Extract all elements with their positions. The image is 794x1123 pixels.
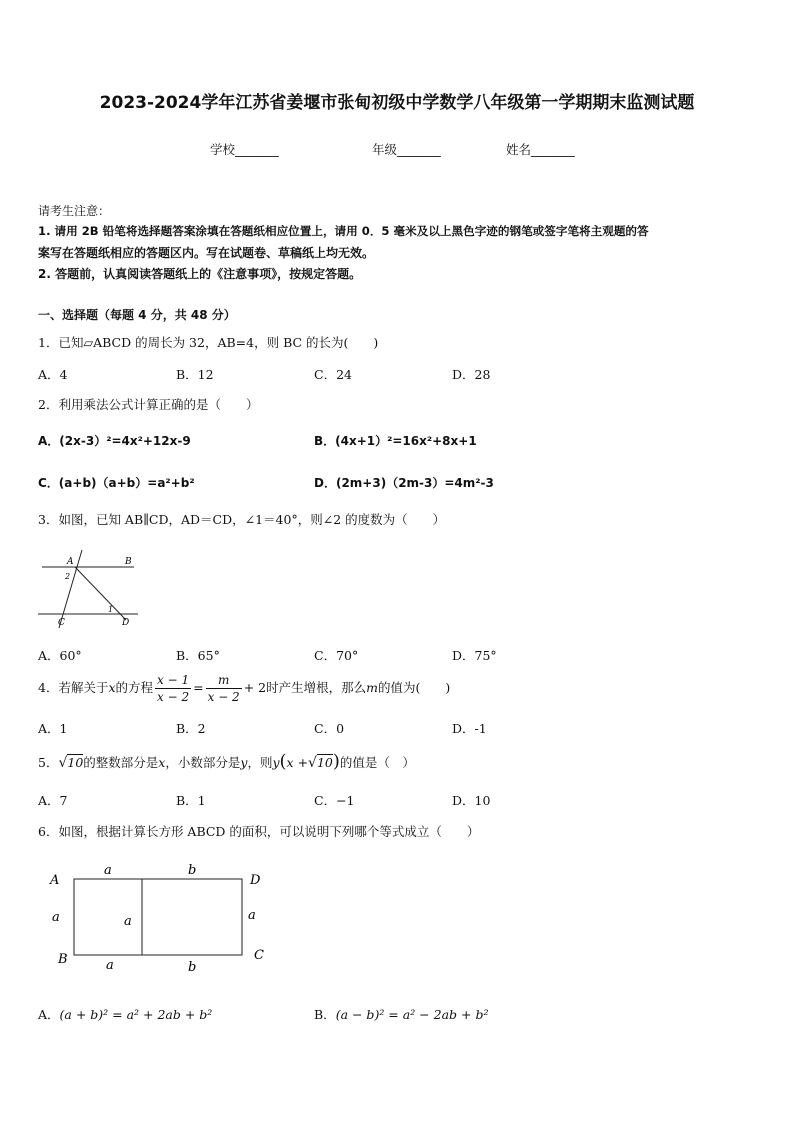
question-5-option-b: B．1 <box>176 793 206 808</box>
right-paren: ) <box>332 751 340 772</box>
question-3-option-d: D．75° <box>452 648 497 663</box>
notice-item-1-line-1: 1. 请用 2B 铅笔将选择题答案涂填在答题纸相应位置上，请用 0．5 毫米及以上黑色字迹的钢笔或签字笔将主观题的答 <box>38 224 649 238</box>
question-4-option-b: B．2 <box>176 721 206 736</box>
var-x: x <box>108 680 116 695</box>
var-y: y <box>240 755 248 770</box>
question-4-option-d: D．-1 <box>452 721 487 736</box>
fraction-1 <box>155 672 191 705</box>
question-1-stem: 1．已知▱ABCD 的周长为 32，AB=4，则 BC 的长为( ) <box>38 335 379 350</box>
question-3-figure <box>34 550 144 632</box>
fraction-2-numerator: m <box>206 672 242 689</box>
question-4-suffix: 的值为( ) <box>377 680 451 695</box>
question-4-prefix: 4．若解关于 <box>38 680 109 695</box>
question-3-option-b: B．65° <box>176 648 220 663</box>
label-a: A <box>67 557 74 567</box>
question-1-option-d: D．28 <box>452 367 491 382</box>
expr-x: x + <box>286 755 309 770</box>
notice-heading: 请考生注意： <box>38 204 111 218</box>
grade-field: 年级_______ <box>372 142 441 157</box>
question-2-stem: 2．利用乘法公式计算正确的是（ ） <box>38 397 259 412</box>
fraction-2-denominator: x − 2 <box>207 690 240 704</box>
question-5-prefix: 5． <box>38 755 59 770</box>
label-c: C <box>58 618 65 628</box>
notice-item-1-line-2: 案写在答题纸相应的答题区内。写在试题卷、草稿纸上均无效。 <box>38 246 375 260</box>
question-6-figure <box>44 855 280 979</box>
sqrt-icon: √ <box>58 755 68 771</box>
label-d: D <box>250 873 261 888</box>
label-c: C <box>254 948 264 963</box>
label-bottom-b: b <box>188 960 197 975</box>
question-2-option-a: A．(2x-3）²=4x²+12x-9 <box>38 434 191 448</box>
question-2-option-b: B．(4x+1）²=16x²+8x+1 <box>314 434 477 448</box>
label-top-b: b <box>188 863 197 878</box>
fraction-2 <box>206 672 242 705</box>
question-1-option-a: A．4 <box>38 367 68 382</box>
left-paren: ( <box>279 751 287 772</box>
sqrt-icon-2: √ <box>308 755 317 771</box>
equals-sign: = <box>193 680 204 695</box>
question-5-option-d: D．10 <box>452 793 491 808</box>
school-field: 学校_______ <box>210 142 279 157</box>
question-4-option-a: A．1 <box>38 721 68 736</box>
question-5-mid-2: ，小数部分是 <box>165 755 241 770</box>
question-2-option-d: D．(2m+3)（2m-3）=4m²-3 <box>314 476 494 490</box>
label-d: D <box>122 618 130 628</box>
label-b: B <box>58 952 68 967</box>
line-ad <box>75 567 126 620</box>
page-title: 2023-2024学年江苏省姜堰市张甸初级中学数学八年级第一学期期末监测试题 <box>99 93 695 113</box>
question-4-option-c: C．0 <box>314 721 345 736</box>
notice-item-2: 2. 答题前，认真阅读答题纸上的《注意事项》，按规定答题。 <box>38 267 362 281</box>
question-1-option-b: B．12 <box>176 367 214 382</box>
question-5-suffix: 的值是（ ） <box>339 755 415 770</box>
question-5-option-a: A．7 <box>38 793 68 808</box>
question-3-option-c: C．70° <box>314 648 359 663</box>
question-1-option-c: C．24 <box>314 367 352 382</box>
expr-y: y <box>272 755 280 770</box>
sqrt-value: 10 <box>67 755 84 770</box>
question-5-stem <box>38 752 415 773</box>
label-a: A <box>50 873 60 888</box>
question-5-mid-3: ，则 <box>247 755 273 770</box>
label-angle-2: 2 <box>65 572 71 581</box>
question-6-option-b <box>314 1005 488 1023</box>
option-b-expression: (a − b)² = a² − 2ab + b² <box>335 1007 489 1022</box>
option-a-label: A． <box>38 1007 60 1022</box>
label-b: B <box>125 557 132 567</box>
var-x: x <box>158 755 166 770</box>
question-3-stem: 3．如图，已知 AB∥CD，AD＝CD，∠1＝40°，则∠2 的度数为（ ） <box>38 512 446 527</box>
label-right-a: a <box>248 908 256 923</box>
question-6-option-a <box>38 1005 212 1023</box>
rectangle-abcd <box>74 879 242 955</box>
label-bottom-a: a <box>106 958 114 973</box>
question-5-mid-1: 的整数部分是 <box>83 755 159 770</box>
option-b-label: B． <box>314 1007 336 1022</box>
question-5-option-c: C．−1 <box>314 793 355 808</box>
expr-sqrt-value: 10 <box>316 755 333 770</box>
fraction-1-numerator: x − 1 <box>157 673 190 687</box>
label-middle-a: a <box>124 914 132 929</box>
question-6-stem: 6．如图，根据计算长方形 ABCD 的面积，可以说明下列哪个等式成立（ ） <box>38 824 480 839</box>
fraction-1-denominator: x − 2 <box>157 690 190 704</box>
question-2-option-c: C．(a+b)（a+b）=a²+b² <box>38 476 195 490</box>
question-3-option-a: A．60° <box>38 648 82 663</box>
label-angle-1: 1 <box>108 605 114 614</box>
question-4-mid: 的方程 <box>115 680 154 695</box>
question-4-tail: + 2时产生增根，那么 <box>243 680 367 695</box>
label-left-a: a <box>52 910 60 925</box>
var-m: m <box>366 680 378 695</box>
name-field: 姓名_______ <box>506 142 575 157</box>
section-heading: 一、选择题（每题 4 分，共 48 分） <box>38 308 236 322</box>
label-top-a: a <box>104 863 112 878</box>
option-a-expression: (a + b)² = a² + 2ab + b² <box>59 1007 213 1022</box>
question-4-stem <box>38 670 450 706</box>
